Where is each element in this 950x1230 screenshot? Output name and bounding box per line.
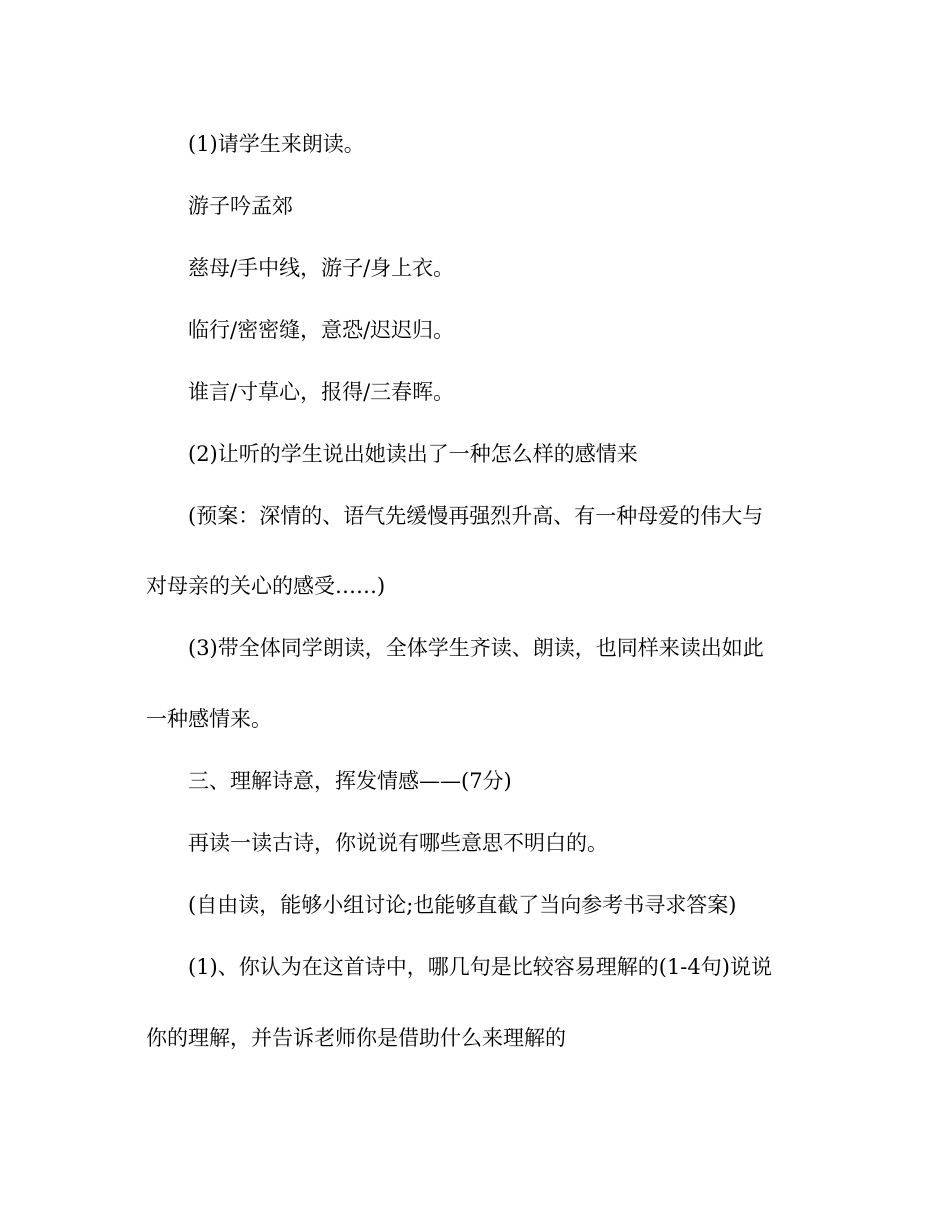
poem-title-line: 游子吟孟郊 [188,194,293,218]
paragraph-line: (预案：深情的、语气先缓慢再强烈升高、有一种母爱的伟大与 [188,504,764,528]
poem-verse-line: 临行/密密缝，意恐/迟迟归。 [188,318,455,342]
paragraph-continuation-line: 你的理解，并告诉老师你是借助什么来理解的 [146,1026,566,1050]
paragraph-line: (自由读，能够小组讨论;也能够直截了当向参考书寻求答案) [188,893,737,917]
paragraph-line: 再读一读古诗，你说说有哪些意思不明白的。 [188,831,608,855]
section-heading: 三、理解诗意，挥发情感——(7分) [188,769,512,793]
paragraph-continuation-line: 一种感情来。 [146,707,272,731]
paragraph-line: (1)、你认为在这首诗中，哪几句是比较容易理解的(1-4句)说说 [188,955,772,979]
paragraph-continuation-line: 对母亲的关心的感受……) [146,574,386,598]
paragraph-line: (3)带全体同学朗读，全体学生齐读、朗读，也同样来读出如此 [188,636,764,660]
paragraph-line: (2)让听的学生说出她读出了一种怎么样的感情来 [188,442,638,466]
poem-verse-line: 慈母/手中线，游子/身上衣。 [188,256,455,280]
paragraph-line: (1)请学生来朗读。 [188,132,365,156]
poem-verse-line: 谁言/寸草心，报得/三春晖。 [188,380,455,404]
